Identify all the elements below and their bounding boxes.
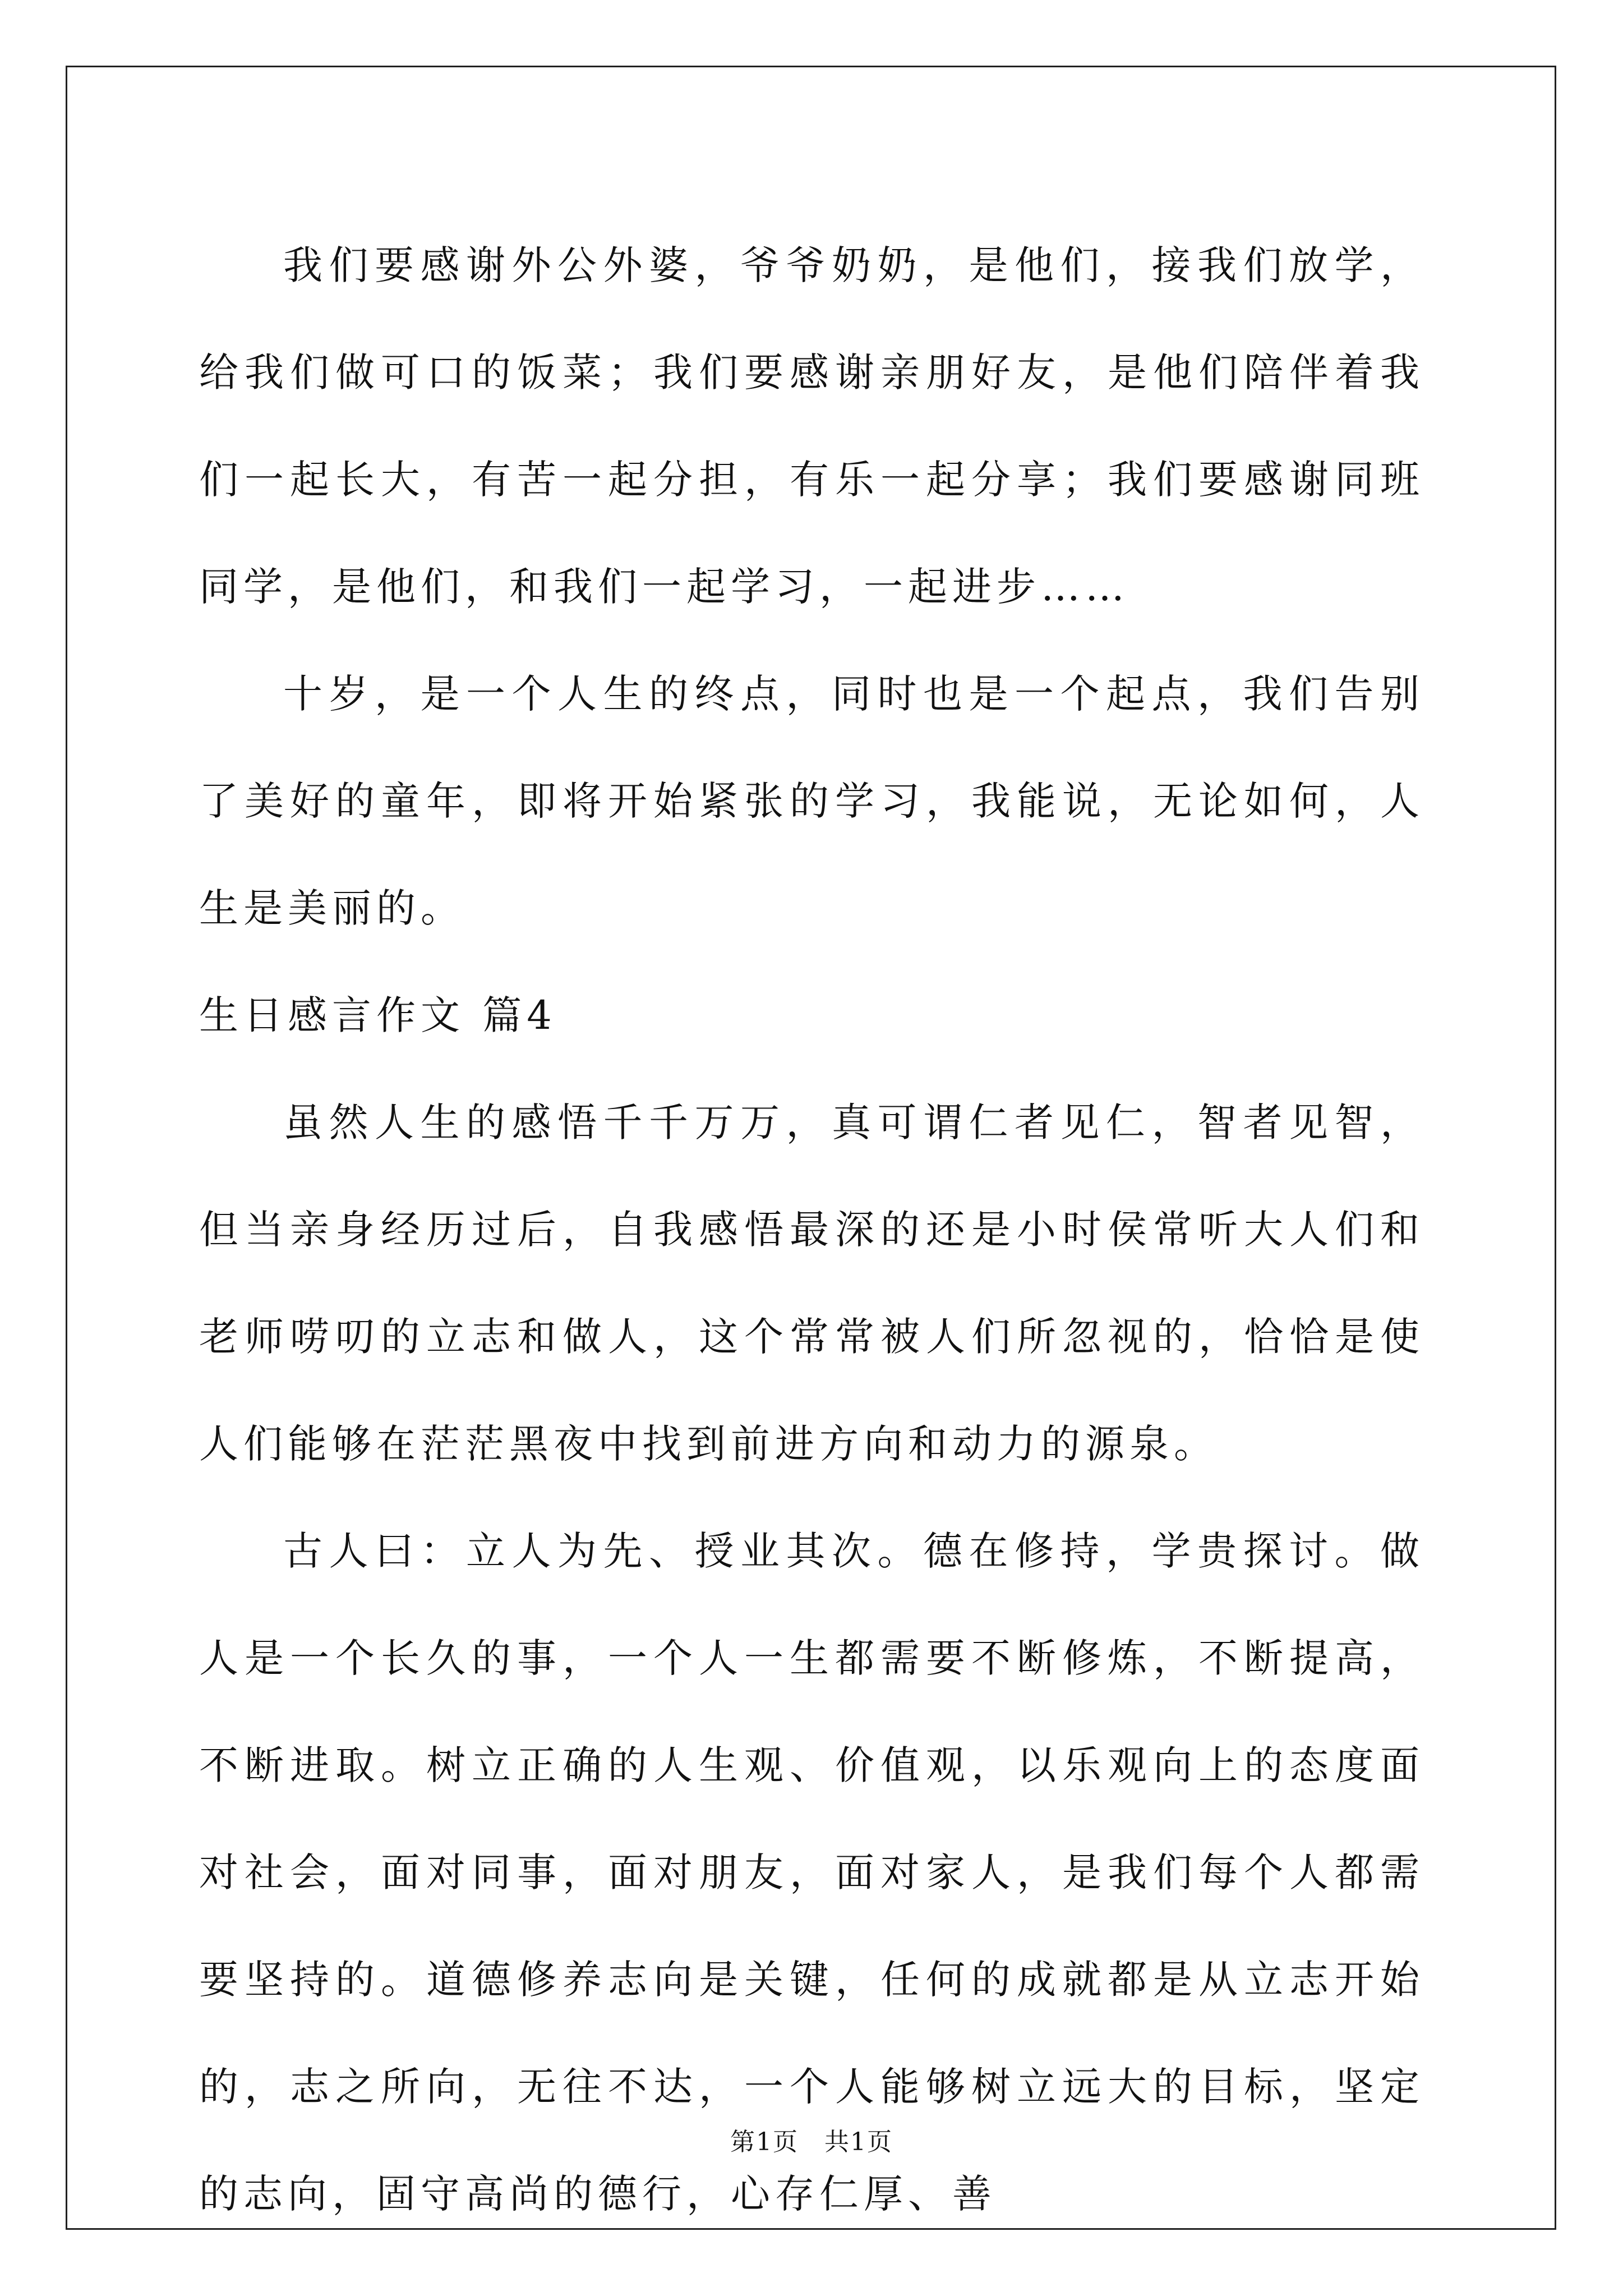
section-heading: 生日感言作文 篇4 [199,992,557,1038]
page-footer: 第1页 共1页 [730,2128,893,2156]
document-body [199,212,1424,2248]
paragraph-life-insight: 虽然人生的感悟千千万万，真可谓仁者见仁，智者见智，但当亲身经历过后，自我感悟最深的还是小时侯常听大人们和老师唠叨的立志和做人，这个常常被人们所忽视的，恰恰是使人们能够在茫茫黑夜中找到前进方向和动力的源泉。 [199,1099,1424,1467]
paragraph-ancients-say: 古人曰：立人为先、授业其次。德在修持，学贵探讨。做人是一个长久的事，一个人一生都需要不断修炼，不断提高，不断进取。树立正确的人生观、价值观，以乐观向上的态度面对社会，面对同事，面对朋友，面对家人，是我们每个人都需要坚持的。道德修养志向是关键，任何的成就都是从立志开始的，志之所向，无往不达，一个人能够树立远大的目标，坚定的志向，固守高尚的德行，心存仁厚、善 [199,1528,1424,2217]
paragraph-thanks: 我们要感谢外公外婆，爷爷奶奶，是他们，接我们放学，给我们做可口的饭菜；我们要感谢亲朋好友，是他们陪伴着我们一起长大，有苦一起分担，有乐一起分享；我们要感谢同班同学，是他们，和我们一起学习，一起进步…… [199,242,1424,610]
paragraph-ten-years: 十岁，是一个人生的终点，同时也是一个起点，我们告别了美好的童年，即将开始紧张的学习，我能说，无论如何，人生是美丽的。 [199,671,1424,931]
